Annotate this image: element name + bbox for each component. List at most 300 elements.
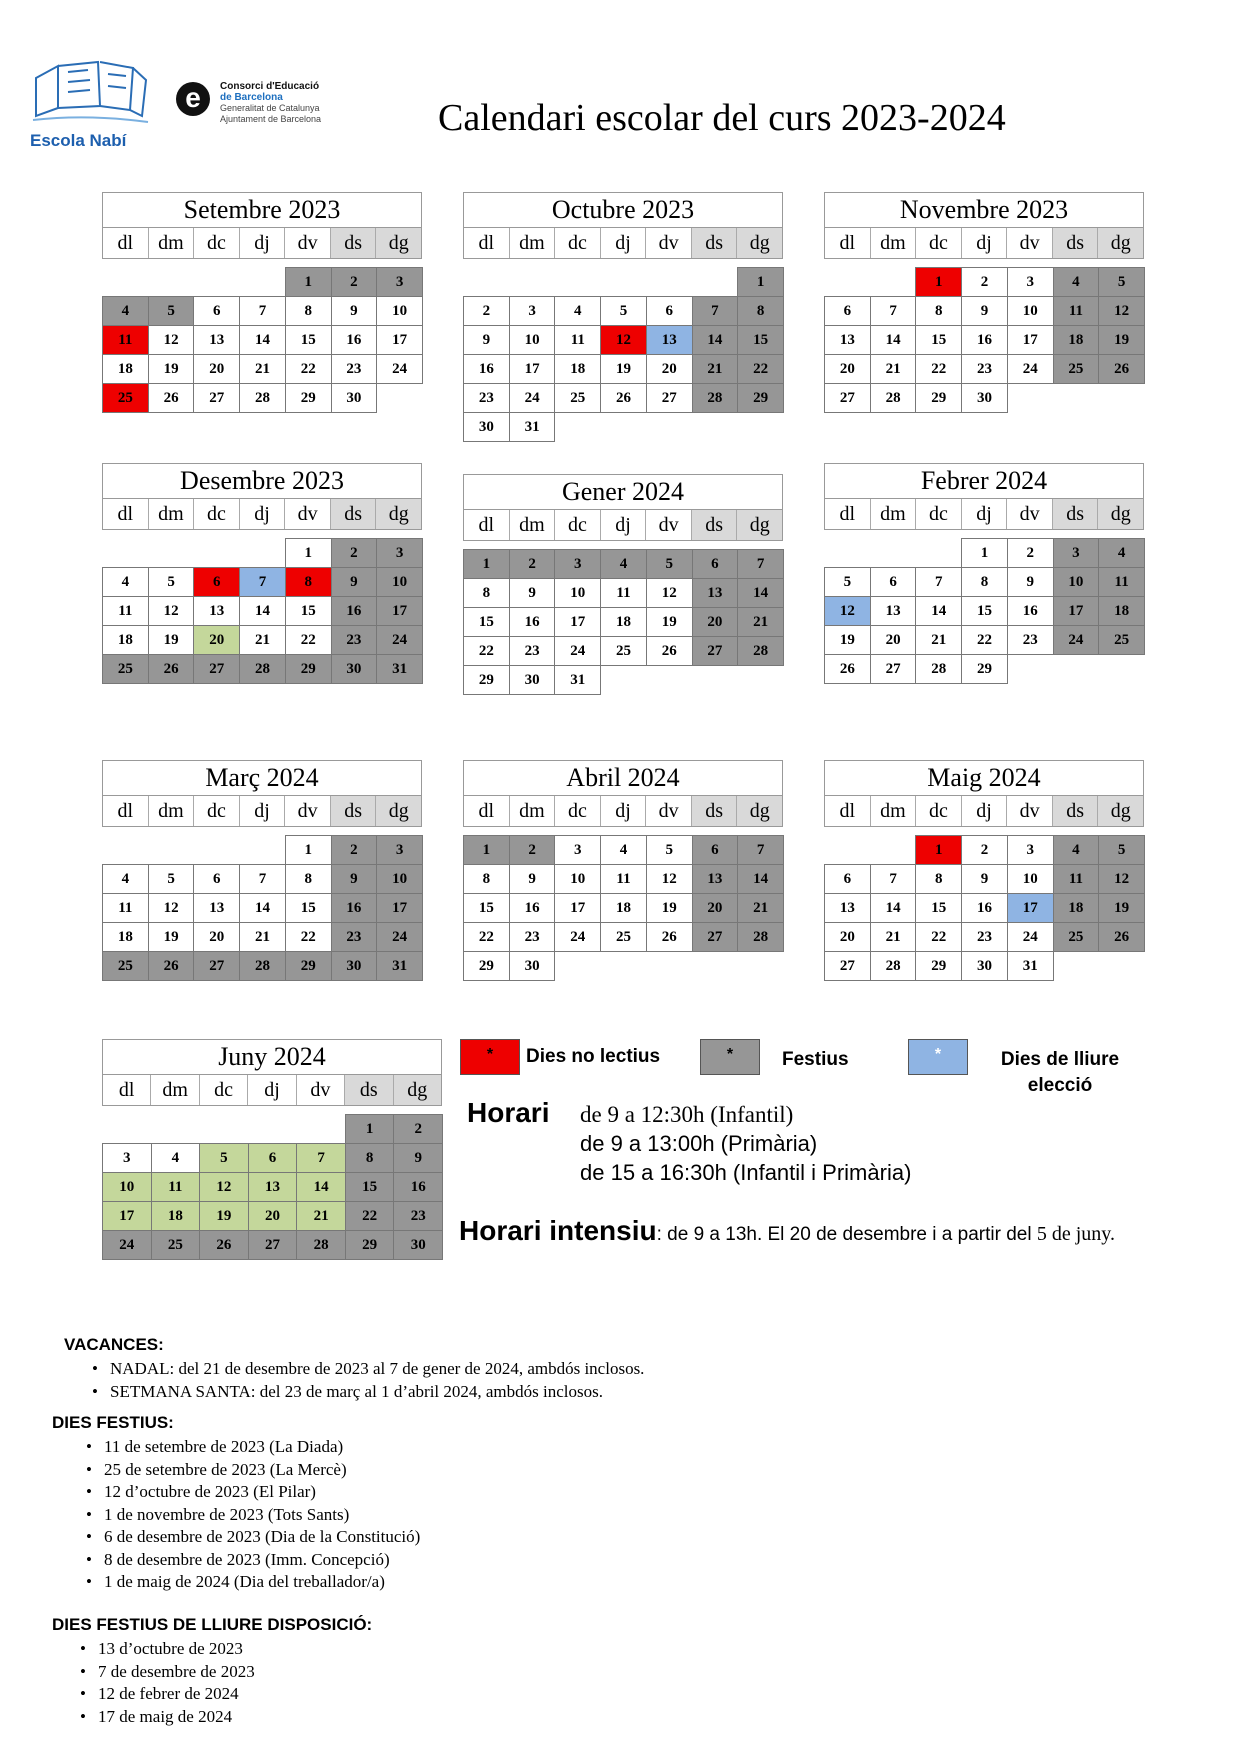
day-cell: 25 <box>554 383 601 413</box>
weekday-label: dg <box>737 796 782 826</box>
day-cell: 31 <box>1007 951 1054 981</box>
consorci-line4: Ajuntament de Barcelona <box>220 113 322 124</box>
day-cell: 26 <box>600 383 647 413</box>
day-cell: 12 <box>148 893 195 923</box>
day-cell: 22 <box>915 354 962 384</box>
day-cell: 2 <box>961 835 1008 865</box>
day-cell <box>239 267 285 295</box>
weekday-label: dj <box>240 228 286 258</box>
day-cell: 20 <box>248 1201 298 1231</box>
day-cell: 5 <box>199 1143 249 1173</box>
day-cell <box>600 665 646 693</box>
consorci-logo <box>176 82 346 130</box>
day-cell: 13 <box>248 1172 298 1202</box>
day-cell: 18 <box>102 625 149 655</box>
day-cell: 6 <box>193 567 240 597</box>
weekday-label: ds <box>331 228 377 258</box>
list-item: • 1 de novembre de 2023 (Tots Sants) <box>86 1504 420 1527</box>
day-cell: 19 <box>1098 325 1145 355</box>
day-cell: 29 <box>737 383 784 413</box>
day-cell <box>554 951 600 979</box>
day-cell: 19 <box>148 354 195 384</box>
day-cell: 7 <box>296 1143 346 1173</box>
day-cell: 25 <box>600 922 647 952</box>
day-cell <box>193 835 239 863</box>
day-cell: 17 <box>102 1201 152 1231</box>
day-cell: 14 <box>870 325 917 355</box>
day-cell: 29 <box>915 383 962 413</box>
weekday-label: dl <box>464 228 510 258</box>
day-cell: 28 <box>737 922 784 952</box>
month-title: Maig 2024 <box>824 760 1144 795</box>
day-cell: 25 <box>151 1230 201 1260</box>
day-cell: 6 <box>870 567 917 597</box>
day-cell <box>151 1114 200 1142</box>
day-cell: 22 <box>285 625 332 655</box>
day-cell: 5 <box>148 864 195 894</box>
day-cell: 29 <box>285 654 332 684</box>
day-cell: 7 <box>737 549 784 579</box>
day-cell: 15 <box>915 325 962 355</box>
day-cell <box>692 665 738 693</box>
day-cell: 9 <box>331 567 378 597</box>
day-cell: 27 <box>646 383 693 413</box>
weekday-label: dm <box>149 228 195 258</box>
weekday-label: dm <box>510 228 556 258</box>
day-cell: 4 <box>102 864 149 894</box>
list-item: • 8 de desembre de 2023 (Imm. Concepció) <box>86 1549 420 1572</box>
day-grid <box>824 538 1144 683</box>
day-cell: 21 <box>239 354 286 384</box>
weekday-label: dc <box>555 510 601 540</box>
weekday-label: dc <box>916 499 962 529</box>
day-cell: 8 <box>345 1143 395 1173</box>
day-cell: 8 <box>285 296 332 326</box>
day-cell: 1 <box>737 267 784 297</box>
day-cell: 15 <box>961 596 1008 626</box>
day-cell: 10 <box>376 864 423 894</box>
day-cell: 14 <box>737 578 784 608</box>
day-cell: 7 <box>239 296 286 326</box>
day-cell <box>915 538 961 566</box>
day-cell: 31 <box>376 951 423 981</box>
day-cell: 19 <box>199 1201 249 1231</box>
day-cell: 19 <box>600 354 647 384</box>
day-cell: 22 <box>285 354 332 384</box>
weekday-label: dc <box>200 1075 248 1105</box>
day-cell: 19 <box>1098 893 1145 923</box>
day-cell: 16 <box>961 893 1008 923</box>
day-cell: 7 <box>239 567 286 597</box>
weekday-label: dm <box>510 796 556 826</box>
day-cell: 11 <box>102 893 149 923</box>
day-cell: 1 <box>345 1114 395 1144</box>
day-cell: 11 <box>600 864 647 894</box>
day-cell: 7 <box>870 296 917 326</box>
day-cell: 14 <box>239 893 286 923</box>
day-cell: 22 <box>961 625 1008 655</box>
day-cell: 6 <box>193 864 240 894</box>
day-cell: 27 <box>692 922 739 952</box>
day-cell: 29 <box>285 951 332 981</box>
day-cell: 3 <box>376 267 423 297</box>
day-cell: 15 <box>737 325 784 355</box>
weekday-label: dm <box>871 499 917 529</box>
day-cell: 6 <box>824 864 871 894</box>
day-cell: 13 <box>824 325 871 355</box>
month-title: Juny 2024 <box>102 1039 442 1074</box>
day-cell: 30 <box>961 383 1008 413</box>
day-cell: 27 <box>824 951 871 981</box>
day-grid <box>824 267 1144 412</box>
day-cell <box>824 267 870 295</box>
day-cell: 5 <box>148 296 195 326</box>
day-cell: 10 <box>509 325 556 355</box>
day-cell <box>193 538 239 566</box>
day-cell: 2 <box>331 835 378 865</box>
svg-text:Escola Nabí: Escola Nabí <box>30 131 127 150</box>
day-cell: 27 <box>870 654 917 684</box>
day-cell <box>600 267 646 295</box>
day-cell <box>737 665 783 693</box>
day-cell <box>737 412 783 440</box>
legend-swatch-no-lectius <box>460 1039 520 1075</box>
day-cell: 30 <box>393 1230 443 1260</box>
day-cell: 18 <box>102 354 149 384</box>
weekday-label: dm <box>149 499 195 529</box>
day-cell: 7 <box>239 864 286 894</box>
day-cell: 29 <box>345 1230 395 1260</box>
legend-symbol: * <box>934 1046 942 1063</box>
calendar-month <box>102 192 422 412</box>
day-cell: 20 <box>870 625 917 655</box>
day-cell: 4 <box>102 296 149 326</box>
day-cell <box>296 1114 345 1142</box>
weekday-label: dm <box>510 510 556 540</box>
day-cell: 17 <box>376 596 423 626</box>
weekday-label: dc <box>194 228 240 258</box>
day-cell: 28 <box>737 636 784 666</box>
month-title: Gener 2024 <box>463 474 783 509</box>
day-cell: 26 <box>1098 354 1145 384</box>
day-cell: 23 <box>961 922 1008 952</box>
day-cell: 15 <box>285 596 332 626</box>
list-item: • 7 de desembre de 2023 <box>80 1661 255 1684</box>
day-cell: 9 <box>509 578 556 608</box>
day-cell: 14 <box>239 325 286 355</box>
day-cell: 20 <box>193 354 240 384</box>
day-cell: 26 <box>148 383 195 413</box>
weekday-label: dl <box>464 510 510 540</box>
day-cell: 14 <box>737 864 784 894</box>
day-cell: 21 <box>737 607 784 637</box>
day-cell: 17 <box>1007 893 1054 923</box>
day-cell: 1 <box>285 267 332 297</box>
weekday-label: dv <box>285 228 331 258</box>
day-cell: 16 <box>1007 596 1054 626</box>
day-cell: 13 <box>193 596 240 626</box>
day-cell: 17 <box>376 893 423 923</box>
day-cell: 5 <box>646 549 693 579</box>
month-title: Abril 2024 <box>463 760 783 795</box>
day-cell: 7 <box>692 296 739 326</box>
calendar-month <box>463 192 783 441</box>
day-cell: 15 <box>345 1172 395 1202</box>
weekday-header <box>463 509 783 541</box>
day-cell: 1 <box>285 835 332 865</box>
day-cell: 13 <box>824 893 871 923</box>
day-cell: 3 <box>376 835 423 865</box>
day-cell: 30 <box>961 951 1008 981</box>
day-cell <box>1098 383 1144 411</box>
day-cell: 25 <box>1053 922 1100 952</box>
day-cell: 13 <box>646 325 693 355</box>
weekday-label: dl <box>103 228 149 258</box>
day-cell: 8 <box>463 864 510 894</box>
weekday-label: dv <box>646 510 692 540</box>
weekday-label: dm <box>149 796 195 826</box>
day-cell: 8 <box>737 296 784 326</box>
day-cell <box>376 383 422 411</box>
day-cell <box>646 412 692 440</box>
day-cell: 28 <box>692 383 739 413</box>
day-cell: 14 <box>692 325 739 355</box>
day-cell: 23 <box>331 625 378 655</box>
day-cell: 24 <box>509 383 556 413</box>
day-cell: 25 <box>102 383 149 413</box>
weekday-label: dg <box>376 499 421 529</box>
day-cell: 3 <box>509 296 556 326</box>
list-item: • 1 de maig de 2024 (Dia del treballador/a) <box>86 1571 420 1594</box>
day-cell: 11 <box>1053 864 1100 894</box>
day-cell: 6 <box>692 549 739 579</box>
weekday-label: dj <box>240 499 286 529</box>
weekday-label: ds <box>1053 796 1099 826</box>
day-cell: 6 <box>248 1143 298 1173</box>
day-cell: 5 <box>600 296 647 326</box>
day-cell: 7 <box>870 864 917 894</box>
day-cell: 24 <box>376 354 423 384</box>
weekday-label: dc <box>916 228 962 258</box>
day-cell <box>692 951 738 979</box>
day-cell: 31 <box>376 654 423 684</box>
day-cell: 19 <box>646 893 693 923</box>
day-grid <box>824 835 1144 980</box>
day-cell: 8 <box>961 567 1008 597</box>
day-cell: 28 <box>296 1230 346 1260</box>
day-cell: 1 <box>961 538 1008 568</box>
day-cell: 9 <box>463 325 510 355</box>
day-cell: 23 <box>463 383 510 413</box>
day-cell <box>554 267 600 295</box>
day-cell: 20 <box>193 922 240 952</box>
day-grid <box>102 267 422 412</box>
weekday-label: dl <box>103 1075 151 1105</box>
calendar-month <box>463 474 783 694</box>
day-cell: 24 <box>376 922 423 952</box>
day-cell: 23 <box>331 922 378 952</box>
day-cell: 4 <box>1053 267 1100 297</box>
day-cell: 24 <box>1007 922 1054 952</box>
day-cell: 12 <box>1098 296 1145 326</box>
day-cell <box>824 835 870 863</box>
weekday-label: ds <box>1053 228 1099 258</box>
day-cell: 2 <box>331 267 378 297</box>
day-cell: 14 <box>915 596 962 626</box>
weekday-label: dl <box>825 499 871 529</box>
day-cell: 5 <box>824 567 871 597</box>
day-cell: 20 <box>193 625 240 655</box>
day-cell: 3 <box>1007 835 1054 865</box>
day-cell: 12 <box>148 596 195 626</box>
day-grid <box>463 267 783 441</box>
day-cell: 22 <box>463 922 510 952</box>
day-cell: 12 <box>199 1172 249 1202</box>
weekday-label: dj <box>240 796 286 826</box>
day-cell: 15 <box>463 893 510 923</box>
day-cell: 14 <box>239 596 286 626</box>
list-item: • 25 de setembre de 2023 (La Mercè) <box>86 1459 420 1482</box>
day-cell: 3 <box>554 549 601 579</box>
day-cell: 21 <box>239 625 286 655</box>
day-cell: 30 <box>463 412 510 442</box>
weekday-label: dv <box>1007 228 1053 258</box>
day-cell: 23 <box>509 636 556 666</box>
month-title: Març 2024 <box>102 760 422 795</box>
month-title: Febrer 2024 <box>824 463 1144 498</box>
weekday-header <box>824 795 1144 827</box>
calendar-month <box>824 760 1144 980</box>
day-cell: 12 <box>148 325 195 355</box>
weekday-header <box>102 227 422 259</box>
weekday-label: ds <box>692 228 738 258</box>
day-cell: 4 <box>151 1143 201 1173</box>
day-cell: 16 <box>331 893 378 923</box>
day-cell: 26 <box>199 1230 249 1260</box>
lliure-title: DIES FESTIUS DE LLIURE DISPOSICIÓ: <box>52 1615 373 1634</box>
horari-intensiu <box>459 1215 1115 1247</box>
weekday-label: dm <box>871 796 917 826</box>
day-cell: 17 <box>1007 325 1054 355</box>
day-cell: 23 <box>393 1201 443 1231</box>
day-cell: 23 <box>509 922 556 952</box>
weekday-label: dc <box>555 796 601 826</box>
day-cell: 11 <box>1098 567 1145 597</box>
day-cell <box>646 951 692 979</box>
legend-swatch-festius <box>700 1039 760 1075</box>
day-cell <box>1053 654 1099 682</box>
day-cell: 2 <box>463 296 510 326</box>
weekday-label: dv <box>1007 499 1053 529</box>
weekday-header <box>463 227 783 259</box>
day-cell: 4 <box>102 567 149 597</box>
day-cell: 15 <box>915 893 962 923</box>
weekday-label: dl <box>825 796 871 826</box>
day-cell <box>148 835 194 863</box>
day-cell <box>1098 654 1144 682</box>
vacances-title: VACANCES: <box>64 1335 164 1354</box>
day-cell: 24 <box>554 922 601 952</box>
list-item: • SETMANA SANTA: del 23 de març al 1 d’abril 2024, ambdós inclosos. <box>92 1381 644 1404</box>
day-cell: 29 <box>961 654 1008 684</box>
weekday-label: dc <box>916 796 962 826</box>
weekday-label: dj <box>962 228 1008 258</box>
day-cell: 4 <box>600 835 647 865</box>
weekday-header <box>824 498 1144 530</box>
day-cell: 17 <box>554 607 601 637</box>
day-cell: 9 <box>961 296 1008 326</box>
day-cell <box>102 267 148 295</box>
day-cell: 9 <box>1007 567 1054 597</box>
day-cell: 16 <box>463 354 510 384</box>
day-cell: 18 <box>151 1201 201 1231</box>
weekday-label: dm <box>871 228 917 258</box>
weekday-header <box>824 227 1144 259</box>
day-cell <box>1007 383 1053 411</box>
day-cell: 25 <box>102 951 149 981</box>
legend-label-lliure: Dies de lliure elecció <box>1000 1049 1120 1096</box>
day-cell: 18 <box>1053 893 1100 923</box>
weekday-header <box>102 795 422 827</box>
day-cell: 29 <box>285 383 332 413</box>
day-cell: 13 <box>193 325 240 355</box>
day-cell: 21 <box>239 922 286 952</box>
day-cell: 24 <box>1053 625 1100 655</box>
day-cell: 31 <box>509 412 556 442</box>
day-cell <box>646 267 692 295</box>
day-cell: 15 <box>463 607 510 637</box>
weekday-label: dl <box>103 796 149 826</box>
day-cell: 18 <box>102 922 149 952</box>
day-cell: 6 <box>646 296 693 326</box>
day-cell: 2 <box>961 267 1008 297</box>
day-cell: 11 <box>600 578 647 608</box>
day-cell: 11 <box>554 325 601 355</box>
day-cell: 2 <box>331 538 378 568</box>
day-cell <box>193 267 239 295</box>
day-cell: 12 <box>600 325 647 355</box>
horari-line2: de 9 a 13:00h (Primària) <box>580 1131 818 1156</box>
legend-label-festius: Festius <box>782 1049 849 1070</box>
day-cell: 10 <box>554 864 601 894</box>
list-item: • 12 de febrer de 2024 <box>80 1683 255 1706</box>
day-cell: 28 <box>915 654 962 684</box>
day-cell: 28 <box>870 951 917 981</box>
day-cell: 22 <box>915 922 962 952</box>
list-item: • NADAL: del 21 de desembre de 2023 al 7 de gener de 2024, ambdós inclosos. <box>92 1358 644 1381</box>
weekday-label: dj <box>248 1075 296 1105</box>
day-cell <box>554 412 600 440</box>
day-cell: 21 <box>870 354 917 384</box>
day-cell: 3 <box>1053 538 1100 568</box>
weekday-label: dj <box>601 796 647 826</box>
day-cell: 19 <box>148 922 195 952</box>
weekday-label: ds <box>1053 499 1099 529</box>
weekday-label: dj <box>601 228 647 258</box>
month-title: Setembre 2023 <box>102 192 422 227</box>
day-cell <box>102 1114 151 1142</box>
day-cell: 6 <box>193 296 240 326</box>
day-cell: 21 <box>692 354 739 384</box>
day-cell: 22 <box>737 354 784 384</box>
calendar-month <box>824 463 1144 683</box>
day-cell: 28 <box>239 383 286 413</box>
day-cell: 1 <box>285 538 332 568</box>
day-cell <box>248 1114 297 1142</box>
day-cell: 12 <box>646 578 693 608</box>
day-cell: 24 <box>376 625 423 655</box>
school-logo <box>28 58 168 153</box>
